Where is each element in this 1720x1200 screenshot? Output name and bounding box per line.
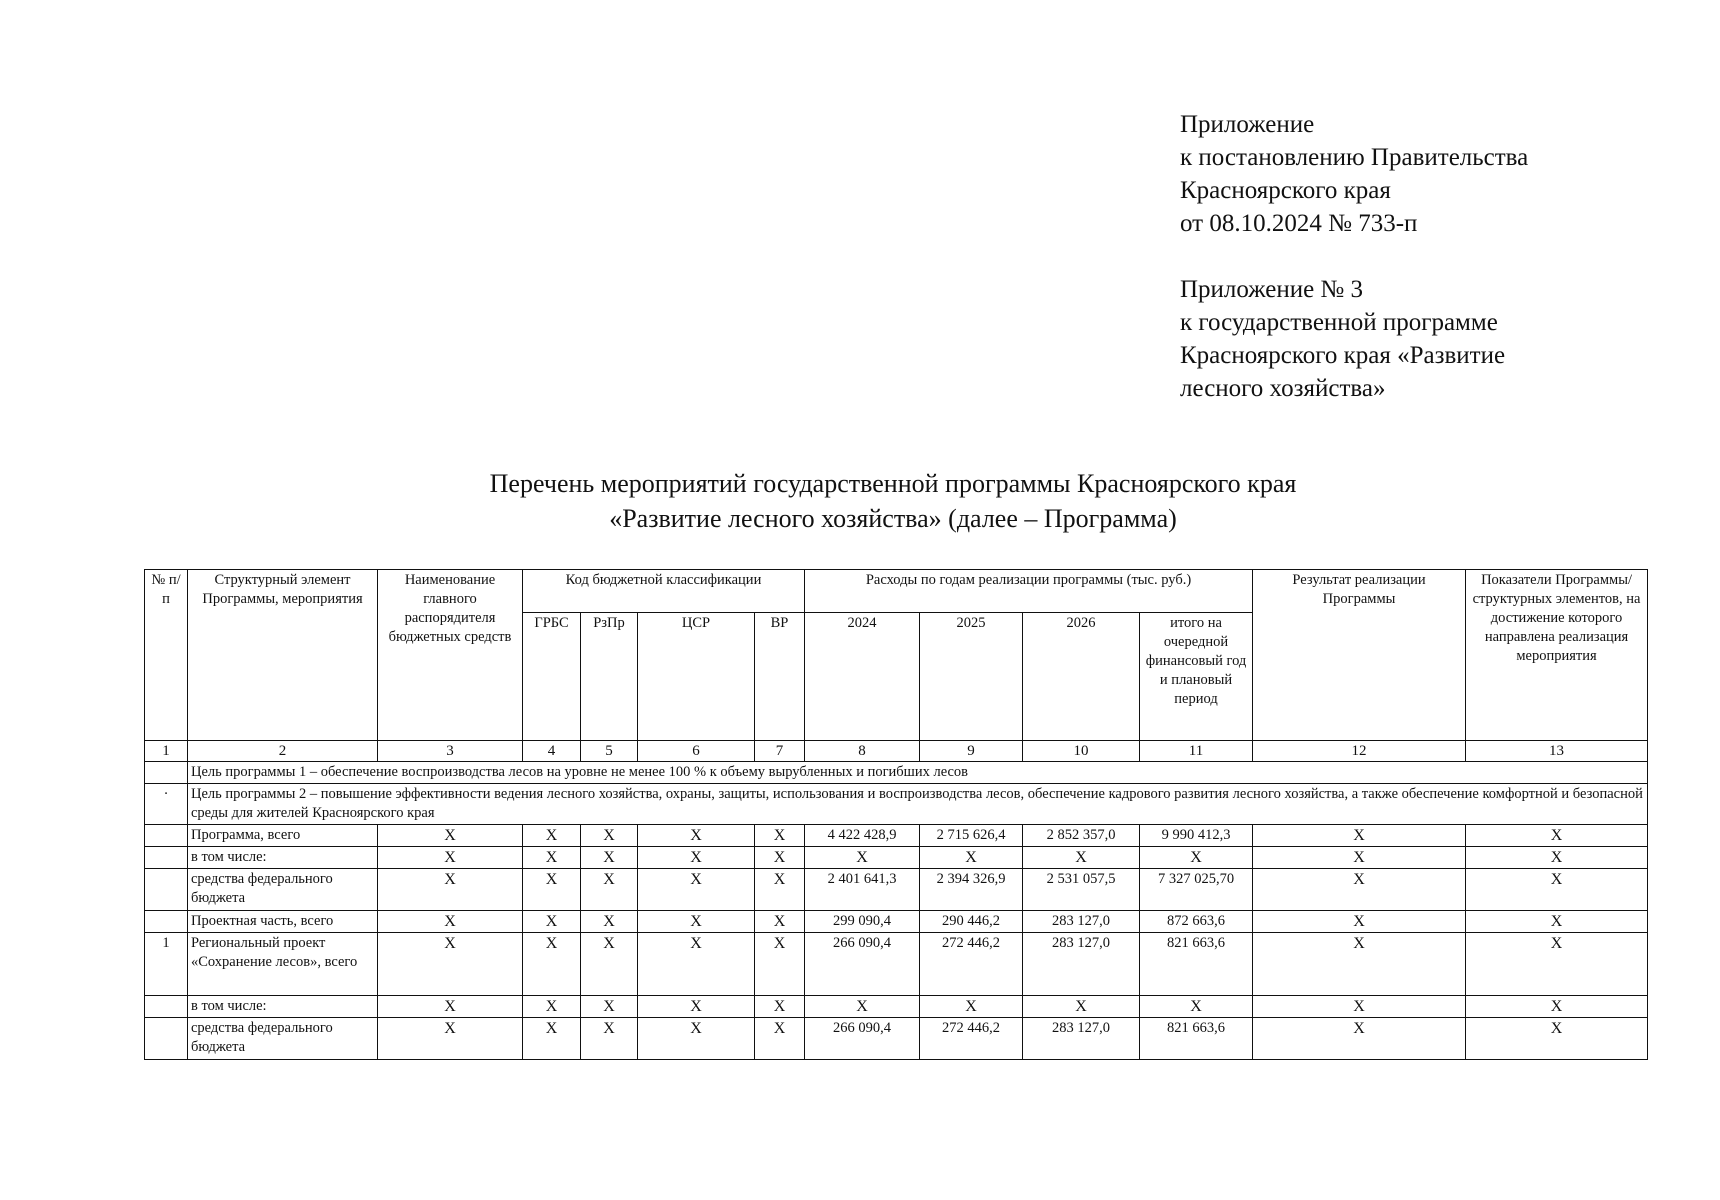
- table-row: [145, 1018, 1648, 1060]
- cell-num: [145, 847, 188, 869]
- title-line-2: «Развитие лесного хозяйства» (далее – Программа): [609, 504, 1177, 533]
- header-total: итого на очередной финансовый год и плановый период: [1140, 613, 1253, 741]
- cell-y2025: X: [920, 847, 1023, 869]
- cell-total: 821 663,6: [1140, 933, 1253, 996]
- cell-total: 872 663,6: [1140, 911, 1253, 933]
- cell-total: 821 663,6: [1140, 1018, 1253, 1060]
- cell-rzpr: X: [581, 825, 638, 847]
- cell-y2025: 2 394 326,9: [920, 869, 1023, 911]
- header-2025: 2025: [920, 613, 1023, 741]
- cell-y2026: 2 852 357,0: [1023, 825, 1140, 847]
- column-number: 9: [920, 741, 1023, 762]
- cell-result: X: [1253, 911, 1466, 933]
- header-grbs: ГРБС: [523, 613, 581, 741]
- cell-y2026: X: [1023, 847, 1140, 869]
- cell-manager: X: [378, 933, 523, 996]
- goal-text: Цель программы 1 – обеспечение воспроизводства лесов на уровне не менее 100 % к объему вырубленных и погибших лесов: [188, 762, 1648, 784]
- header-num: № п/п: [145, 570, 188, 741]
- column-number: 6: [638, 741, 755, 762]
- header-expenses: Расходы по годам реализации программы (тыс. руб.): [805, 570, 1253, 613]
- cell-y2024: 266 090,4: [805, 1018, 920, 1060]
- header-budget-code: Код бюджетной классификации: [523, 570, 805, 613]
- table-row: [145, 996, 1648, 1018]
- header-manager: Наименование главного распорядителя бюджетных средств: [378, 570, 523, 741]
- cell-indicators: X: [1466, 847, 1648, 869]
- cell-grbs: X: [523, 825, 581, 847]
- cell-result: X: [1253, 825, 1466, 847]
- appendix-line: к постановлению Правительства: [1180, 144, 1529, 171]
- column-number: 11: [1140, 741, 1253, 762]
- cell-total: X: [1140, 996, 1253, 1018]
- column-number: 12: [1253, 741, 1466, 762]
- cell-indicators: X: [1466, 933, 1648, 996]
- column-number: 7: [755, 741, 805, 762]
- cell-grbs: X: [523, 911, 581, 933]
- header-csr: ЦСР: [638, 613, 755, 741]
- cell-grbs: X: [523, 847, 581, 869]
- cell-csr: X: [638, 825, 755, 847]
- goal-mark: ·: [145, 784, 188, 825]
- column-number: 10: [1023, 741, 1140, 762]
- cell-result: X: [1253, 933, 1466, 996]
- header-2024: 2024: [805, 613, 920, 741]
- column-number: 3: [378, 741, 523, 762]
- cell-num: [145, 996, 188, 1018]
- cell-y2025: 272 446,2: [920, 933, 1023, 996]
- goal-row: [145, 762, 1648, 784]
- goal-row: [145, 784, 1648, 825]
- column-number: 8: [805, 741, 920, 762]
- column-number: 13: [1466, 741, 1648, 762]
- appendix-line: Красноярского края «Развитие: [1180, 342, 1506, 369]
- table-row: [145, 869, 1648, 911]
- cell-name: средства федерального бюджета: [188, 1018, 378, 1060]
- cell-vr: X: [755, 847, 805, 869]
- cell-csr: X: [638, 1018, 755, 1060]
- column-number: 2: [188, 741, 378, 762]
- table-row: [145, 933, 1648, 996]
- cell-manager: X: [378, 869, 523, 911]
- goal-text: Цель программы 2 – повышение эффективности ведения лесного хозяйства, охраны, защиты, использования и воспроизводства лесов, обеспечение кадрового развития лесного хозяйства, а также обеспечение комфортной и безопасной среды для жителей Красноярского края: [188, 784, 1648, 825]
- cell-rzpr: X: [581, 933, 638, 996]
- cell-indicators: X: [1466, 996, 1648, 1018]
- cell-name: в том числе:: [188, 847, 378, 869]
- appendix-line: лесного хозяйства»: [1180, 375, 1386, 402]
- cell-csr: X: [638, 911, 755, 933]
- cell-num: [145, 911, 188, 933]
- goal-mark: [145, 762, 188, 784]
- appendix-line: Красноярского края: [1180, 177, 1391, 204]
- cell-y2026: 283 127,0: [1023, 911, 1140, 933]
- cell-result: X: [1253, 1018, 1466, 1060]
- cell-grbs: X: [523, 933, 581, 996]
- cell-name: Региональный проект «Сохранение лесов», всего: [188, 933, 378, 996]
- header-result: Результат реализации Программы: [1253, 570, 1466, 741]
- column-numbers-row: [145, 741, 1648, 762]
- table-row: [145, 825, 1648, 847]
- cell-y2024: X: [805, 847, 920, 869]
- cell-num: [145, 825, 188, 847]
- appendix-header: [1180, 108, 1528, 405]
- cell-y2024: 266 090,4: [805, 933, 920, 996]
- cell-num: 1: [145, 933, 188, 996]
- cell-total: 7 327 025,70: [1140, 869, 1253, 911]
- title-line-1: Перечень мероприятий государственной программы Красноярского края: [489, 469, 1297, 498]
- cell-y2025: 2 715 626,4: [920, 825, 1023, 847]
- cell-rzpr: X: [581, 996, 638, 1018]
- cell-csr: X: [638, 869, 755, 911]
- header-indicators: Показатели Программы/ структурных элементов, на достижение которого направлена реализация мероприятия: [1466, 570, 1648, 741]
- table-row: [145, 847, 1648, 869]
- header-2026: 2026: [1023, 613, 1140, 741]
- cell-y2026: 2 531 057,5: [1023, 869, 1140, 911]
- appendix-line: Приложение № 3: [1180, 276, 1364, 303]
- column-number: 5: [581, 741, 638, 762]
- cell-result: X: [1253, 869, 1466, 911]
- cell-csr: X: [638, 847, 755, 869]
- cell-y2024: 299 090,4: [805, 911, 920, 933]
- cell-rzpr: X: [581, 869, 638, 911]
- column-number: 4: [523, 741, 581, 762]
- cell-num: [145, 1018, 188, 1060]
- cell-grbs: X: [523, 996, 581, 1018]
- column-number: 1: [145, 741, 188, 762]
- cell-rzpr: X: [581, 911, 638, 933]
- cell-name: Программа, всего: [188, 825, 378, 847]
- appendix-line: Приложение: [1180, 111, 1315, 138]
- cell-vr: X: [755, 869, 805, 911]
- cell-indicators: X: [1466, 825, 1648, 847]
- cell-grbs: X: [523, 869, 581, 911]
- cell-vr: X: [755, 825, 805, 847]
- cell-y2026: 283 127,0: [1023, 933, 1140, 996]
- appendix-line: от 08.10.2024 № 733-п: [1180, 210, 1418, 237]
- cell-indicators: X: [1466, 869, 1648, 911]
- cell-vr: X: [755, 933, 805, 996]
- cell-num: [145, 869, 188, 911]
- cell-y2025: X: [920, 996, 1023, 1018]
- events-table: [144, 569, 1648, 1060]
- appendix-gap: [1180, 240, 1528, 273]
- cell-y2024: X: [805, 996, 920, 1018]
- cell-manager: X: [378, 996, 523, 1018]
- cell-indicators: X: [1466, 911, 1648, 933]
- cell-indicators: X: [1466, 1018, 1648, 1060]
- cell-manager: X: [378, 1018, 523, 1060]
- cell-y2024: 2 401 641,3: [805, 869, 920, 911]
- cell-result: X: [1253, 996, 1466, 1018]
- cell-y2024: 4 422 428,9: [805, 825, 920, 847]
- cell-y2025: 290 446,2: [920, 911, 1023, 933]
- cell-y2026: X: [1023, 996, 1140, 1018]
- cell-manager: X: [378, 911, 523, 933]
- cell-rzpr: X: [581, 1018, 638, 1060]
- cell-name: Проектная часть, всего: [188, 911, 378, 933]
- cell-grbs: X: [523, 1018, 581, 1060]
- appendix-line: к государственной программе: [1180, 309, 1498, 336]
- cell-total: 9 990 412,3: [1140, 825, 1253, 847]
- cell-vr: X: [755, 911, 805, 933]
- cell-total: X: [1140, 847, 1253, 869]
- header-element: Структурный элемент Программы, мероприятия: [188, 570, 378, 741]
- cell-result: X: [1253, 847, 1466, 869]
- cell-manager: X: [378, 825, 523, 847]
- cell-name: средства федерального бюджета: [188, 869, 378, 911]
- table-row: [145, 911, 1648, 933]
- cell-name: в том числе:: [188, 996, 378, 1018]
- header-row-1: [145, 570, 1648, 613]
- cell-y2026: 283 127,0: [1023, 1018, 1140, 1060]
- cell-y2025: 272 446,2: [920, 1018, 1023, 1060]
- cell-vr: X: [755, 996, 805, 1018]
- cell-rzpr: X: [581, 847, 638, 869]
- cell-csr: X: [638, 996, 755, 1018]
- cell-csr: X: [638, 933, 755, 996]
- header-vr: ВР: [755, 613, 805, 741]
- cell-manager: X: [378, 847, 523, 869]
- document-title: [0, 466, 1720, 536]
- header-rzpr: РзПр: [581, 613, 638, 741]
- cell-vr: X: [755, 1018, 805, 1060]
